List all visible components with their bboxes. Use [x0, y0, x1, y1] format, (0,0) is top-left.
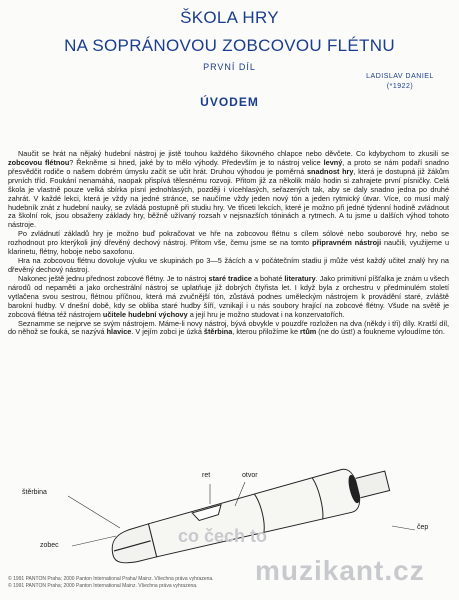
- text-run: , a proto se nám podaří snadno přesvědčit rodiče o našem dobrém úmyslu začít se učit hrát. Druhou výhodou je poměrná: [8, 157, 449, 176]
- emphasized-term: zobcovou flétnou: [8, 157, 70, 167]
- label-otvor: otvor: [242, 472, 258, 479]
- emphasized-term: staré tradice: [208, 273, 252, 283]
- text-run: ? Řekněme si hned, jaké by to mělo výhody. Především je to nástroj velice: [69, 157, 324, 167]
- text-run: naučili, využijeme u klarinetu, flétny, hoboje nebo saxofonu.: [8, 238, 449, 257]
- text-run: . V jejím zobci je úzká: [131, 327, 204, 337]
- emphasized-term: připravném nástroji: [312, 238, 382, 248]
- emphasized-term: hlavice: [106, 327, 132, 337]
- label-zobec: zobec: [40, 542, 59, 549]
- body-text: [8, 150, 449, 337]
- label-sterbina: štěrbina: [22, 489, 47, 496]
- volume-subtitle: PRVNÍ DÍL: [203, 62, 256, 72]
- body-paragraph: [8, 275, 449, 320]
- emphasized-term: snadnost hry: [307, 166, 354, 176]
- label-cep: čep: [417, 524, 429, 531]
- tenon: [356, 471, 390, 498]
- author-block: [350, 72, 450, 92]
- emphasized-term: štěrbina: [203, 327, 233, 337]
- body-paragraph: [8, 320, 449, 338]
- watermark-line2: muzikant.cz: [255, 555, 425, 586]
- text-run: Hra na zobcovou flétnu dovoluje výuku ve skupinách po 3—5 žácích a v počátečním stadiu ji může vést každý učitel znalý hry na dřevěný dechový nástroj.: [8, 256, 449, 274]
- text-run: (ne do úst!) a foukneme vyloudíme tón.: [316, 327, 445, 337]
- emphasized-term: literatury: [284, 273, 316, 283]
- text-run: , která je dostupná již žákům prvních tříd. Foukání nenamáhá, naopak přispívá tělesnému rozvoji. Přitom již za několik málo hodin si zahrajete první písničky. Celá škola je vlastně pouze velká sbírka písní jednohlasých, později i vícehlasých, seřazených tak, aby se daly snadno jedna po druhé zahrát. V každé lekci, která je vždy na jedné stránce, se naučíme vždy jeden nový tón a jeden rytmický útvar. Více, co musí malý hudebník znát z hudební nauky, se zvládá postupně při studiu hry. Ve třiceti lekcích, které je možno při jedné týdenní hodině zvládnout za školní rok, jsou obsaženy základy hry, běžně užívaný rozsah v nejsnazších tóninách a rytmech. A tu jsme u dalších výhod tohoto nástroje.: [8, 166, 449, 230]
- author-year: (*1922): [386, 83, 414, 90]
- body-paragraph: [8, 257, 449, 275]
- text-run: Nakonec ještě jednu přednost zobcové flétny. Je to nástroj: [18, 273, 209, 283]
- text-run: Po zvládnutí základů hry je možno buď pokračovat ve hře na zobcovou flétnu s cílem sólové nebo souborové hry, nebo se rozhodnout pro kterýkoli jiný dřevěný dechový nástroj. Přitom vše, čemu jsme se na tomto: [8, 229, 449, 248]
- text-run: a bohaté: [251, 273, 285, 283]
- body-paragraph: [8, 150, 449, 230]
- body-paragraph: [8, 230, 449, 257]
- emphasized-term: levný: [323, 157, 343, 167]
- copyright-line1: © 1991 PANTON Praha; 2000 Panton International Praha/ Mainz. Všechna práva vyhrazena.: [8, 576, 214, 582]
- copyright-line2: © 1991 PANTON Praha; 2000 Panton International Mainz. Všechna práva vyhrazena.: [8, 583, 198, 589]
- author-name: LADISLAV DANIEL: [366, 73, 434, 80]
- emphasized-term: učitele hudební výchovy: [102, 309, 188, 319]
- text-run: . Jako primitivní píšťalka je znám u všech národů od nepaměti a jako orchestrální nástroj se uplatňuje již dobrých čtyřista let. I když byla z orchestru v předminulém století vytlačena svou sestrou, flétnou příčnou, která má zvučnější tón, zůstává podnes uměleckým nástrojem k provádění staré, zvláště barokní hudby. V dnešní době, kdy se obliba staré hudby šíří, vznikají i u nás soubory hrající na zobcové flétny. Všude na světě je zobcová flétna též nástrojem: [8, 273, 449, 319]
- book-title-line2: NA SOPRÁNOVOU ZOBCOVOU FLÉTNU: [64, 36, 395, 55]
- text-run: a její hru je možno studovat i na konzervatořích.: [187, 309, 345, 319]
- book-title-line1: ŠKOLA HRY: [180, 8, 279, 27]
- copyright-footer: [8, 576, 214, 590]
- label-ret: ret: [202, 472, 211, 479]
- emphasized-term: rtům: [300, 327, 317, 337]
- watermark-line1: co čech to: [178, 526, 268, 546]
- section-heading: ÚVODEM: [200, 95, 259, 109]
- text-run: , kterou přiložíme ke: [232, 327, 301, 337]
- text-run: Naučit se hrát na nějaký hudební nástroj je jistě touhou každého šikovného chlapce nebo děvčete. Co kdybychom to zkusili se: [18, 149, 449, 158]
- text-run: Seznamme se nejprve se svým nástrojem. Máme-li novy nástroj, bývá obvykle v pouzdře rozložen na dva (někdy i tři) díly. Kratší díl, do něhož se fouká, se nazývá: [8, 318, 449, 337]
